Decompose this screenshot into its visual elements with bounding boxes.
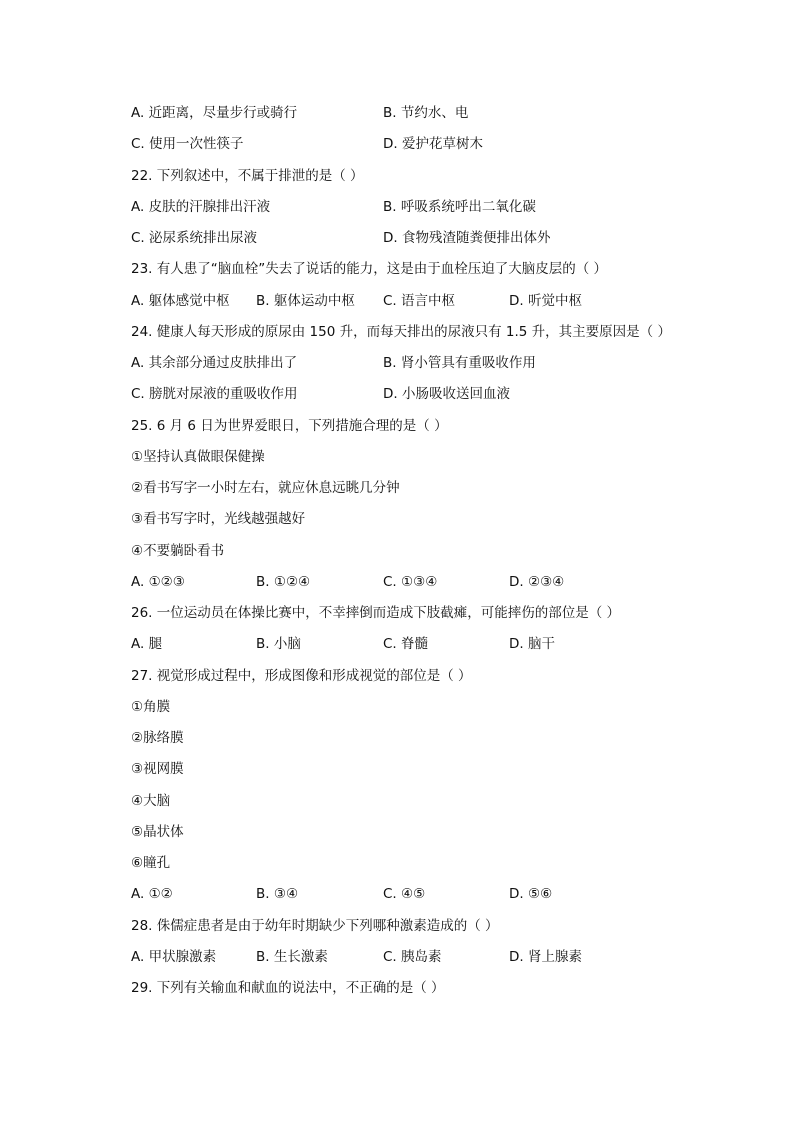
statement-item: ②看书写字一小时左右，就应休息远眺几分钟 xyxy=(131,480,400,496)
answer-option: A. 其余部分通过皮肤排出了 xyxy=(131,355,298,371)
answer-option: D. 脑干 xyxy=(509,636,555,652)
answer-option: C. 膀胱对尿液的重吸收作用 xyxy=(131,386,298,402)
statement-item: ②脉络膜 xyxy=(131,730,184,746)
answer-option: B. 生长激素 xyxy=(256,949,328,965)
answer-option: B. 肾小管具有重吸收作用 xyxy=(383,355,536,371)
answer-option: B. 节约水、电 xyxy=(383,105,469,121)
answer-option: C. 胰岛素 xyxy=(383,949,442,965)
answer-option: B. 躯体运动中枢 xyxy=(256,293,355,309)
statement-item: ①坚持认真做眼保健操 xyxy=(131,449,265,465)
answer-option: A. 甲状腺激素 xyxy=(131,949,217,965)
answer-option: B. ③④ xyxy=(256,886,299,902)
statement-item: ④不要躺卧看书 xyxy=(131,543,225,559)
question-stem: 24. 健康人每天形成的原尿由 150 升，而每天排出的尿液只有 1.5 升，其主要原因是（ ） xyxy=(131,324,671,340)
answer-option: C. 语言中枢 xyxy=(383,293,456,309)
answer-option: C. 脊髓 xyxy=(383,636,429,652)
answer-option: C. 泌尿系统排出尿液 xyxy=(131,230,258,246)
answer-option: D. ②③④ xyxy=(509,574,565,590)
question-stem: 27. 视觉形成过程中，形成图像和形成视觉的部位是（ ） xyxy=(131,668,472,684)
answer-option: D. 小肠吸收送回血液 xyxy=(383,386,510,402)
question-stem: 25. 6 月 6 日为世界爱眼日，下列措施合理的是（ ） xyxy=(131,418,448,434)
answer-option: A. ①②③ xyxy=(131,574,185,590)
question-stem: 28. 侏儒症患者是由于幼年时期缺少下列哪种激素造成的（ ） xyxy=(131,918,499,934)
statement-item: ③视网膜 xyxy=(131,761,184,777)
question-stem: 23. 有人患了“脑血栓”失去了说话的能力，这是由于血栓压迫了大脑皮层的（ ） xyxy=(131,261,608,277)
statement-item: ⑤晶状体 xyxy=(131,824,184,840)
statement-item: ①角膜 xyxy=(131,699,171,715)
answer-option: C. ④⑤ xyxy=(383,886,426,902)
answer-option: D. 食物残渣随粪便排出体外 xyxy=(383,230,551,246)
answer-option: D. 肾上腺素 xyxy=(509,949,582,965)
answer-option: A. 躯体感觉中枢 xyxy=(131,293,230,309)
answer-option: C. ①③④ xyxy=(383,574,438,590)
answer-option: A. 近距离，尽量步行或骑行 xyxy=(131,105,298,121)
answer-option: B. 呼吸系统呼出二氧化碳 xyxy=(383,199,536,215)
answer-option: D. ⑤⑥ xyxy=(509,886,553,902)
question-stem: 29. 下列有关输血和献血的说法中，不正确的是（ ） xyxy=(131,980,445,996)
statement-item: ④大脑 xyxy=(131,793,171,809)
question-stem: 26. 一位运动员在体操比赛中，不幸摔倒而造成下肢截瘫，可能摔伤的部位是（ ） xyxy=(131,605,621,621)
statement-item: ⑥瞳孔 xyxy=(131,855,171,871)
answer-option: C. 使用一次性筷子 xyxy=(131,136,244,152)
answer-option: D. 爱护花草树木 xyxy=(383,136,483,152)
answer-option: A. 腿 xyxy=(131,636,163,652)
answer-option: D. 听觉中枢 xyxy=(509,293,582,309)
question-stem: 22. 下列叙述中，不属于排泄的是（ ） xyxy=(131,168,364,184)
answer-option: B. 小脑 xyxy=(256,636,301,652)
answer-option: A. 皮肤的汗腺排出汗液 xyxy=(131,199,271,215)
answer-option: B. ①②④ xyxy=(256,574,311,590)
answer-option: A. ①② xyxy=(131,886,173,902)
statement-item: ③看书写字时，光线越强越好 xyxy=(131,511,306,527)
